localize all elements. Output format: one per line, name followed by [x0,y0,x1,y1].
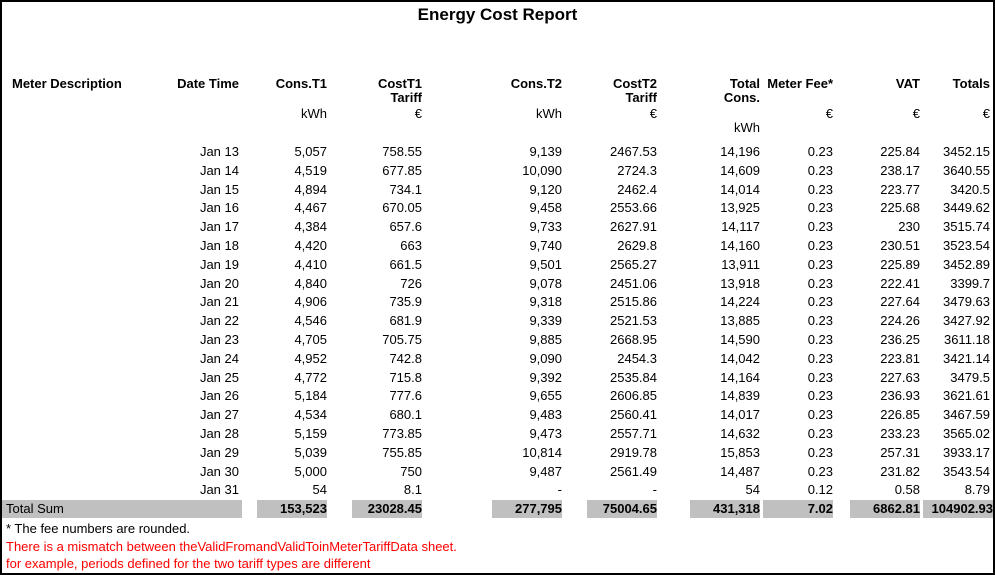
table-row [2,275,993,294]
cell-date: Jan 15 [199,181,239,197]
cell-totals: 3565.02 [943,425,990,441]
cell-vat: 227.63 [880,369,920,385]
table-row [2,312,993,331]
cell-total_cons: 14,164 [720,369,760,385]
cell-totals: 3427.92 [943,313,990,329]
cell-vat: 233.23 [880,425,920,441]
cell-meter_fee: 0.23 [807,331,833,347]
total-value-totals: 104902.93 [923,500,993,518]
total-cell-cost_t2 [565,500,660,518]
cell-date: Jan 30 [199,463,239,479]
total-value-meter_fee: 7.02 [763,500,833,518]
cell-cons_t1: 4,840 [294,275,327,291]
cell-date: Jan 29 [199,444,239,460]
table-row [2,350,993,369]
cell-meter_fee: 0.23 [807,369,833,385]
cell-cost_t2: 2467.53 [610,144,657,159]
cell-meter [2,181,167,200]
cell-total_cons: 13,925 [720,200,760,216]
cell-date: Jan 18 [199,237,239,253]
total-value-cons_t2: 277,795 [492,500,562,518]
cell-vat: 230 [898,219,920,235]
cell-cost_t1: 677.85 [382,162,422,178]
cell-cost_t2: 2451.06 [610,275,657,291]
cell-cost_t2: 2668.95 [610,331,657,347]
cell-cost_t1: 758.55 [382,144,422,159]
header-labels-row [2,77,993,107]
cell-cons_t1: 4,894 [294,181,327,197]
cell-meter_fee: 0.23 [807,256,833,272]
column-unit-date-line2 [167,121,242,143]
cell-date: Jan 21 [199,294,239,310]
column-unit-cost_t1: € [414,107,422,121]
cell-totals: 3611.18 [943,331,990,347]
cell-cost_t2: 2565.27 [610,256,657,272]
cell-cons_t1: 4,952 [294,350,327,366]
table-row [2,237,993,256]
cell-cost_t1: 705.75 [382,331,422,347]
cell-meter_fee: 0.23 [807,275,833,291]
cell-cost_t2: - [652,482,657,498]
total-cell-totals [923,500,993,518]
table-row [2,256,993,275]
cell-cons_t1: 5,184 [294,388,327,404]
cell-cons_t2: 9,120 [529,181,562,197]
cell-cost_t1: 670.05 [382,200,422,216]
cell-cons_t1: 4,467 [294,200,327,216]
cell-meter [2,218,167,237]
cell-totals: 3621.61 [943,388,990,404]
cell-cons_t1: 4,519 [294,162,327,178]
cell-cons_t2: - [557,482,562,498]
cell-cost_t1: 681.9 [389,313,422,329]
cell-meter [2,387,167,406]
cell-totals: 3515.74 [943,219,990,235]
cell-meter [2,237,167,256]
total-value-vat: 6862.81 [850,500,920,518]
column-unit-vat-line2 [836,121,923,143]
cell-meter [2,350,167,369]
cell-cons_t1: 4,420 [294,237,327,253]
cell-meter_fee: 0.23 [807,407,833,423]
cell-totals: 3421.14 [943,350,990,366]
table-header [2,77,993,143]
cell-total_cons: 13,885 [720,313,760,329]
cell-total_cons: 14,196 [720,144,760,159]
column-header-cost_t2: CostT2 Tariff [612,77,657,105]
footnotes [2,520,993,573]
cell-cons_t2: 9,392 [529,369,562,385]
cell-meter [2,256,167,275]
cell-vat: 226.85 [880,407,920,423]
cell-cons_t1: 5,039 [294,444,327,460]
cell-date: Jan 27 [199,407,239,423]
cell-vat: 227.64 [880,294,920,310]
cell-totals: 3420.5 [950,181,990,197]
cell-totals: 3467.59 [943,407,990,423]
cell-vat: 238.17 [880,162,920,178]
cell-totals: 3933.17 [943,444,990,460]
cell-meter_fee: 0.12 [807,482,833,498]
cell-meter [2,293,167,312]
cell-cons_t1: 4,534 [294,407,327,423]
warning-line-2: for example, periods defined for the two tariff types are different [6,556,371,572]
cell-vat: 236.93 [880,388,920,404]
cell-totals: 3452.89 [943,256,990,272]
column-header-date: Date Time [177,77,239,91]
cell-vat: 230.51 [880,237,920,253]
column-header-meter: Meter Description [12,77,122,91]
warning-line-1: There is a mismatch between theValidFromandValidToinMeterTariffData sheet. [6,538,457,554]
column-unit-cons_t2-line2 [425,121,565,143]
cell-cost_t2: 2521.53 [610,313,657,329]
total-value-cost_t2: 75004.65 [587,500,657,518]
cell-meter [2,199,167,218]
total-sum-row [2,500,993,518]
cell-meter [2,275,167,294]
cell-meter [2,331,167,350]
column-unit-meter [2,107,167,121]
table-body [2,143,993,500]
report-title: Energy Cost Report [417,5,578,24]
cell-cons_t2: 9,655 [529,388,562,404]
cell-date: Jan 14 [199,162,239,178]
cell-date: Jan 31 [199,482,239,498]
table-row [2,387,993,406]
cell-meter [2,312,167,331]
cell-date: Jan 19 [199,256,239,272]
header-units-row [2,107,993,121]
table-row [2,463,993,482]
footnote-fee-note: * The fee numbers are rounded. [6,521,191,537]
cell-cons_t2: 9,501 [529,256,562,272]
cell-cons_t2: 9,090 [529,350,562,366]
table-row [2,199,993,218]
cell-date: Jan 28 [199,425,239,441]
cell-totals: 3479.63 [943,294,990,310]
cell-total_cons: 14,160 [720,237,760,253]
cell-meter_fee: 0.23 [807,350,833,366]
cell-cost_t2: 2627.91 [610,219,657,235]
cell-totals: 3399.7 [950,275,990,291]
column-unit-cons_t2: kWh [536,107,562,121]
cell-cost_t1: 661.5 [389,256,422,272]
cell-cost_t1: 680.1 [389,407,422,423]
cell-date: Jan 13 [199,144,239,159]
cell-cons_t2: 9,473 [529,425,562,441]
cell-total_cons: 15,853 [720,444,760,460]
cell-cost_t1: 663 [400,237,422,253]
column-unit-date [167,107,242,121]
total-cell-cost_t1 [330,500,425,518]
cell-meter [2,444,167,463]
cell-total_cons: 14,487 [720,463,760,479]
column-unit-cons_t1: kWh [301,107,327,121]
cell-cons_t1: 4,772 [294,369,327,385]
cell-total_cons: 14,839 [720,388,760,404]
cell-cost_t2: 2515.86 [610,294,657,310]
table-row [2,218,993,237]
cell-date: Jan 23 [199,331,239,347]
cell-date: Jan 22 [199,313,239,329]
cell-cons_t2: 9,078 [529,275,562,291]
cell-cost_t2: 2557.71 [610,425,657,441]
cell-cost_t2: 2561.49 [610,463,657,479]
cell-totals: 3449.62 [943,200,990,216]
cell-meter [2,481,167,500]
cell-cost_t2: 2553.66 [610,200,657,216]
total-cell-cons_t1 [242,500,330,518]
cell-total_cons: 14,117 [721,219,760,235]
cell-total_cons: 14,609 [720,162,760,178]
column-unit-cons_t1-line2 [242,121,330,143]
cell-totals: 8.79 [964,482,990,498]
table-row [2,181,993,200]
cell-cost_t1: 734.1 [389,181,422,197]
table-row [2,331,993,350]
cell-total_cons: 54 [745,482,760,498]
cell-cons_t1: 5,000 [294,463,327,479]
cell-meter [2,143,167,162]
cell-total_cons: 13,911 [721,256,760,272]
total-value-cons_t1: 153,523 [257,500,327,518]
cell-date: Jan 25 [199,369,239,385]
cell-total_cons: 14,017 [720,407,760,423]
column-header-cost_t1: CostT1 Tariff [377,77,422,105]
column-unit-meter_fee-line2 [763,121,836,143]
column-unit-total_cons-line2: kWh [734,121,760,135]
cell-cons_t2: 9,740 [529,237,562,253]
table-row [2,143,993,162]
column-unit-cost_t2-line2 [565,121,660,143]
column-unit-totals-line2 [923,121,993,143]
total-value-total_cons: 431,318 [690,500,760,518]
total-cell-cons_t2 [425,500,565,518]
cell-cons_t1: 4,546 [294,313,327,329]
column-unit-cost_t1-line2 [330,121,425,143]
cell-vat: 223.81 [880,350,920,366]
cell-vat: 225.68 [880,200,920,216]
cell-meter_fee: 0.23 [807,463,833,479]
cell-total_cons: 14,042 [720,350,760,366]
cell-cons_t2: 9,733 [529,219,562,235]
cell-cost_t1: 726 [400,275,422,291]
cell-total_cons: 14,224 [720,294,760,310]
column-unit-totals: € [982,107,990,121]
column-header-cons_t1: Cons.T1 [275,77,327,91]
cell-vat: 223.77 [880,181,920,197]
column-unit-total_cons [660,107,763,121]
column-header-totals: Totals [952,77,990,91]
cell-cons_t2: 9,885 [529,331,562,347]
cell-date: Jan 16 [199,200,239,216]
column-header-total_cons: Total Cons. [723,77,760,105]
cell-meter_fee: 0.23 [807,162,833,178]
cell-cons_t2: 9,318 [529,294,562,310]
cell-total_cons: 14,014 [720,181,760,197]
cell-total_cons: 13,918 [720,275,760,291]
cell-meter [2,406,167,425]
cell-vat: 225.89 [880,256,920,272]
cell-meter_fee: 0.23 [807,237,833,253]
cell-cons_t1: 4,410 [294,256,327,272]
cell-meter [2,425,167,444]
cell-cost_t2: 2560.41 [610,407,657,423]
cell-cost_t2: 2535.84 [610,369,657,385]
total-cell-meter_fee [763,500,836,518]
cell-cost_t2: 2919.78 [610,444,657,460]
cell-cons_t2: 9,458 [529,200,562,216]
cell-cost_t1: 777.6 [389,388,422,404]
cell-vat: 224.26 [880,313,920,329]
column-header-cons_t2: Cons.T2 [510,77,562,91]
total-cell-vat [836,500,923,518]
report-table [2,77,993,518]
table-row [2,162,993,181]
cell-meter_fee: 0.23 [807,313,833,329]
cell-cost_t1: 742.8 [389,350,422,366]
cell-vat: 0.58 [894,482,920,498]
cell-cost_t1: 735.9 [389,294,422,310]
column-header-meter_fee: Meter Fee* [767,77,833,91]
cell-vat: 257.31 [880,444,920,460]
cell-totals: 3523.54 [943,237,990,253]
cell-cons_t2: 9,483 [529,407,562,423]
cell-meter [2,162,167,181]
cell-totals: 3543.54 [943,463,990,479]
table-row [2,369,993,388]
table-row [2,406,993,425]
cell-cost_t1: 8.1 [403,482,422,498]
cell-cost_t2: 2462.4 [617,181,657,197]
cell-meter_fee: 0.23 [807,144,833,159]
total-value-cost_t1: 23028.45 [352,500,422,518]
table-row [2,293,993,312]
cell-cost_t1: 755.85 [382,444,422,460]
cell-meter [2,369,167,388]
total-sum-label: Total Sum [2,500,242,518]
cell-cons_t2: 10,090 [522,162,562,178]
cell-meter_fee: 0.23 [807,181,833,197]
cell-cons_t2: 10,814 [522,444,562,460]
cell-totals: 3479.5 [950,369,990,385]
cell-meter [2,463,167,482]
cell-cons_t2: 9,139 [529,144,562,159]
cell-vat: 236.25 [880,331,920,347]
cell-cons_t1: 5,057 [294,144,327,159]
cell-meter_fee: 0.23 [807,294,833,310]
cell-date: Jan 26 [199,388,239,404]
cell-date: Jan 20 [199,275,239,291]
cell-cost_t2: 2606.85 [610,388,657,404]
cell-cons_t2: 9,487 [529,463,562,479]
table-footer [2,500,993,518]
cell-date: Jan 24 [199,350,239,366]
cell-cost_t2: 2629.8 [617,237,657,253]
cell-cons_t1: 4,906 [294,294,327,310]
cell-vat: 231.82 [880,463,920,479]
cell-cost_t1: 657.6 [389,219,422,235]
column-header-vat: VAT [895,77,920,91]
cell-cons_t1: 4,705 [294,331,327,347]
cell-totals: 3452.15 [943,144,990,159]
cell-vat: 222.41 [880,275,920,291]
cell-cost_t1: 715.8 [389,369,422,385]
cell-cons_t2: 9,339 [529,313,562,329]
table-row [2,425,993,444]
cell-cost_t2: 2724.3 [617,162,657,178]
column-unit-vat: € [912,107,920,121]
cell-meter_fee: 0.23 [807,200,833,216]
cell-total_cons: 14,590 [720,331,760,347]
header-units-row-2 [2,121,993,143]
cell-date: Jan 17 [199,219,239,235]
column-unit-meter_fee: € [825,107,833,121]
table-row [2,444,993,463]
cell-meter_fee: 0.23 [807,425,833,441]
cell-meter_fee: 0.23 [807,444,833,460]
cell-vat: 225.84 [880,144,920,159]
column-unit-meter-line2 [2,121,167,143]
cell-cons_t1: 54 [312,482,327,498]
cell-cost_t2: 2454.3 [617,350,657,366]
cell-meter_fee: 0.23 [807,219,833,235]
cell-meter_fee: 0.23 [807,388,833,404]
cell-cost_t1: 750 [400,463,422,479]
cell-totals: 3640.55 [943,162,990,178]
cell-cost_t1: 773.85 [382,425,422,441]
cell-cons_t1: 5,159 [294,425,327,441]
table-row [2,481,993,500]
cell-cons_t1: 4,384 [294,219,327,235]
cell-total_cons: 14,632 [720,425,760,441]
column-unit-cost_t2: € [649,107,657,121]
total-cell-total_cons [660,500,763,518]
